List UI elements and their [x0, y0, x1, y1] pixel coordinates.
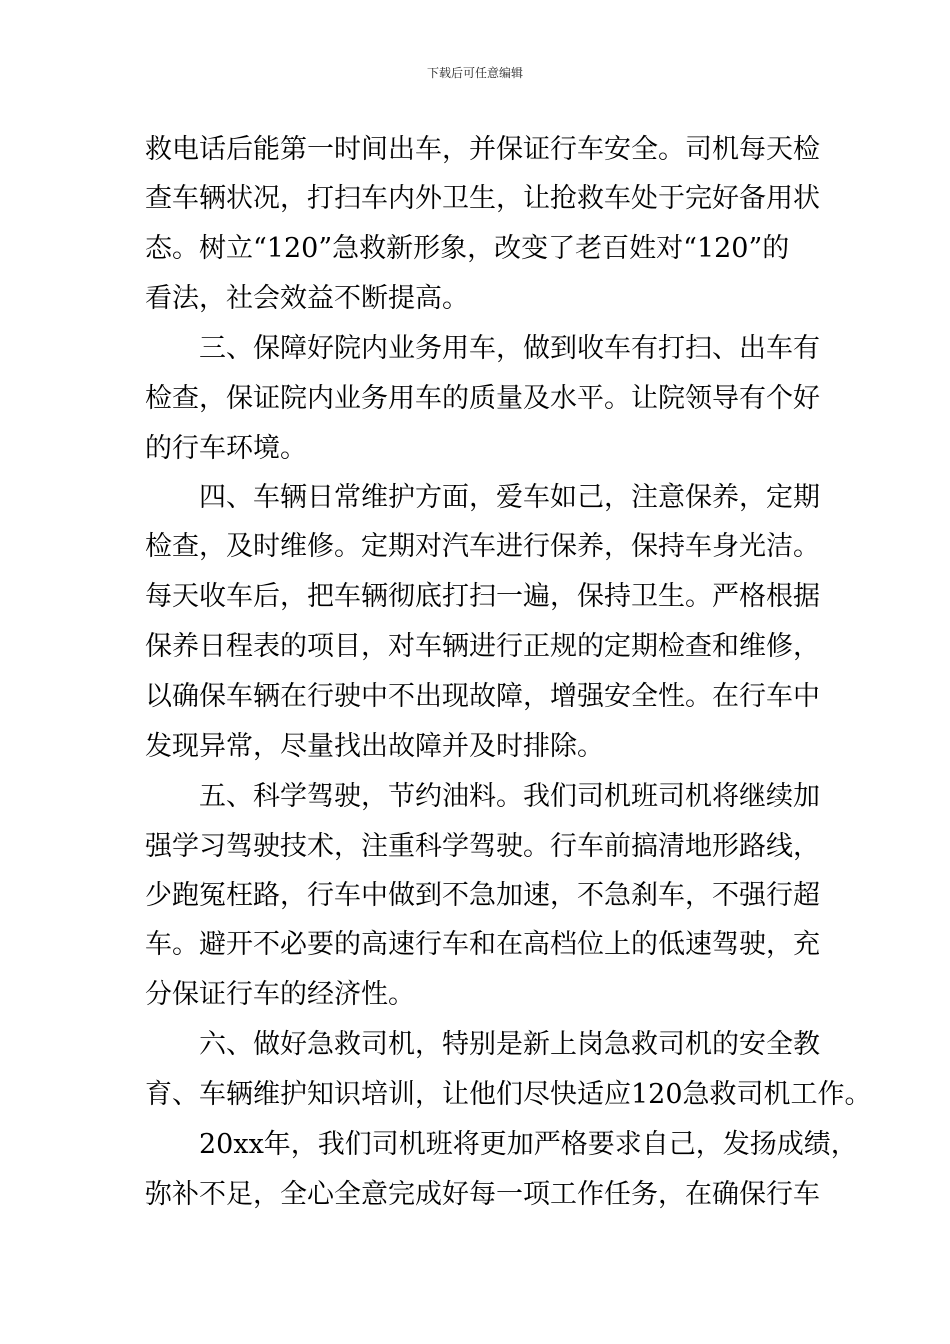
paragraph-first-line: 六、做好急救司机，特别是新上岗急救司机的安全教: [199, 1029, 820, 1060]
text-line: 检查，及时维修。定期对汽车进行保养，保持车身光洁。: [145, 531, 820, 562]
paragraph-first-line: 五、科学驾驶，节约油料。我们司机班司机将继续加: [199, 781, 820, 812]
text-line: 检查，保证院内业务用车的质量及水平。让院领导有个好: [145, 383, 820, 414]
text-line: 的行车环境。: [145, 433, 307, 464]
paragraph-first-line: 三、保障好院内业务用车，做到收车有打扫、出车有: [199, 333, 820, 364]
text-line: 以确保车辆在行驶中不出现故障，增强安全性。在行车中: [145, 681, 820, 712]
paragraph-first-line: 20xx年，我们司机班将更加严格要求自己，发扬成绩，: [199, 1129, 858, 1160]
text-line: 每天收车后，把车辆彻底打扫一遍，保持卫生。严格根据: [145, 581, 820, 612]
text-line: 弥补不足，全心全意完成好每一项工作任务，在确保行车: [145, 1179, 820, 1210]
paragraph-first-line: 四、车辆日常维护方面，爱车如己，注意保养，定期: [199, 482, 820, 513]
text-line: 分保证行车的经济性。: [145, 979, 415, 1010]
text-line: 态。树立“120”急救新形象，改变了老百姓对“120”的: [145, 233, 790, 264]
text-line: 少跑冤枉路，行车中做到不急加速，不急刹车，不强行超: [145, 880, 820, 911]
text-line: 发现异常，尽量找出故障并及时排除。: [145, 731, 604, 762]
text-line: 车。避开不必要的高速行车和在高档位上的低速驾驶，充: [145, 929, 820, 960]
text-line: 救电话后能第一时间出车，并保证行车安全。司机每天检: [145, 134, 820, 165]
text-line: 保养日程表的项目，对车辆进行正规的定期检查和维修，: [145, 631, 820, 662]
text-line: 育、车辆维护知识培训，让他们尽快适应120急救司机工作。: [145, 1079, 872, 1110]
text-line: 强学习驾驶技术，注重科学驾驶。行车前搞清地形路线，: [145, 831, 820, 862]
page-header: 下载后可任意编辑: [426, 66, 523, 80]
text-line: 看法，社会效益不断提高。: [145, 283, 469, 314]
text-line: 查车辆状况，打扫车内外卫生，让抢救车处于完好备用状: [145, 183, 820, 214]
